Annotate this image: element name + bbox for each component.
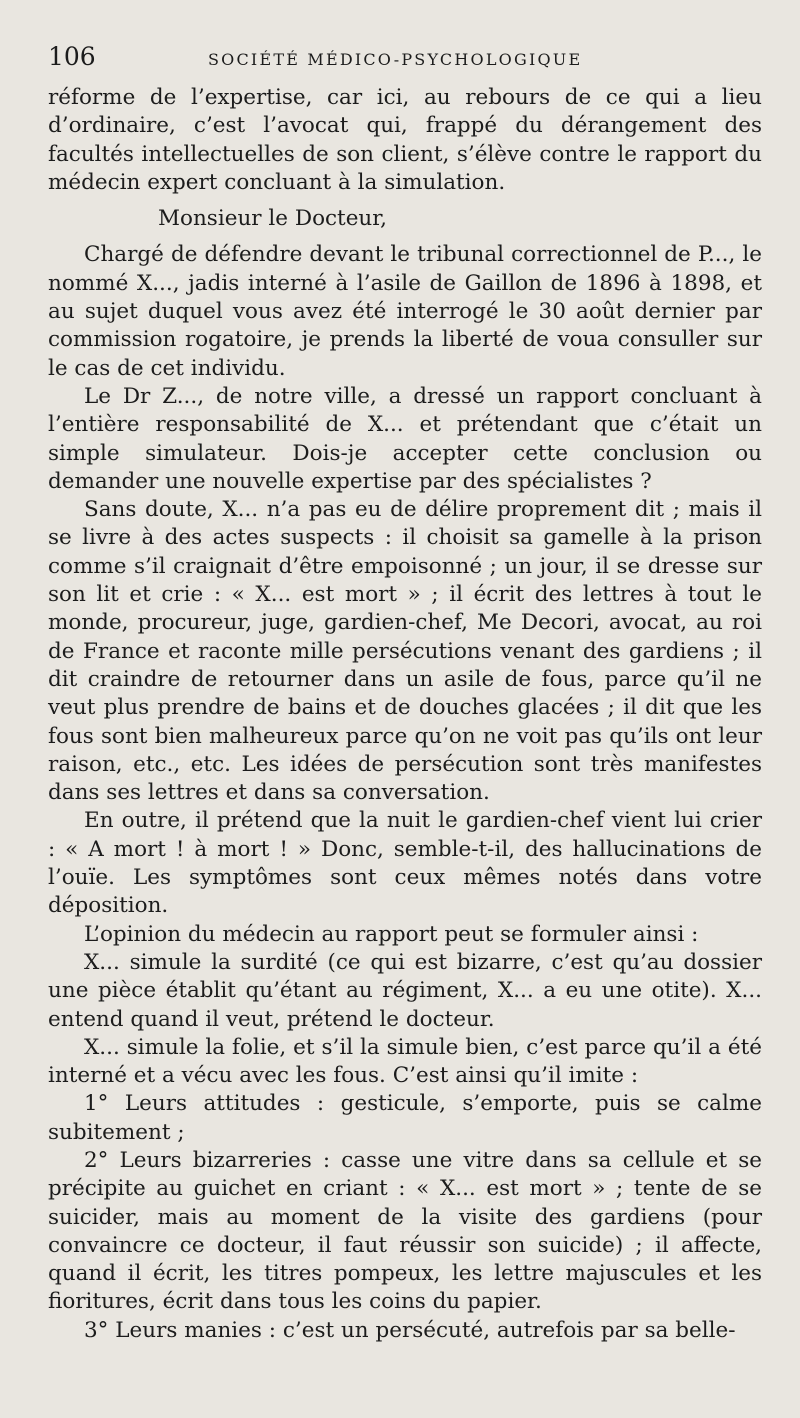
body-text xyxy=(48,84,762,1345)
page-header xyxy=(48,42,762,84)
paragraph: X... simule la folie, et s’il la simule bien, c’est parce qu’il a été interné et a vécu avec les fous. C’est ainsi qu’il imite : xyxy=(48,1034,762,1089)
paragraph: X... simule la surdité (ce qui est bizarre, c’est qu’au dossier une pièce établit qu’étant au régiment, X... a eu une otite). X... entend quand il veut, prétend le docteur. xyxy=(48,949,762,1032)
paragraph-intro: réforme de l’expertise, car ici, au rebours de ce qui a lieu d’ordinaire, c’est l’avocat qui, frappé du dérangement des facultés intellectuelles de son client, s’élève contre le rapport du médecin expert concluant à la simulation. xyxy=(48,85,762,195)
paragraph: Chargé de défendre devant le tribunal correctionnel de P..., le nommé X..., jadis interné à l’asile de Gaillon de 1896 à 1898, et au sujet duquel vous avez été interrogé le 30 août dernier par commission rogatoire, je prends la liberté de voua consuller sur le cas de cet individu. xyxy=(48,242,762,381)
list-item-manies: 3° Leurs manies : c’est un persécuté, autrefois par sa belle- xyxy=(84,1317,736,1343)
letter-salutation: Monsieur le Docteur, xyxy=(158,206,388,232)
paragraph: L’opinion du médecin au rapport peut se formuler ainsi : xyxy=(84,921,699,947)
paragraph: En outre, il prétend que la nuit le gardien-chef vient lui crier : « A mort ! à mort ! » Donc, semble-t-il, des hallucinations de l’ouïe. Les symptômes sont ceux mêmes notés dans votre déposition. xyxy=(48,808,762,919)
paragraph: Sans doute, X... n’a pas eu de délire proprement dit ; mais il se livre à des actes suspects : il choisit sa gamelle à la prison comme s’il craignait d’être empoisonné ; un jour, il se dresse sur son lit et crie : « X... est mort » ; il écrit des lettres à tout le monde, procureur, juge, gardien-chef, Me Decori, avocat, au roi de France et raconte mille persécutions venant des gardiens ; il dit craindre de retourner dans un asile de fous, parce qu’il ne veut plus prendre de bains et de douches glacées ; il dit que les fous sont bien malheureux parce qu’on ne voit pas qu’ils ont leur raison, etc., etc. Les idées de persécution sont très manifestes dans ses lettres et dans sa conversation. xyxy=(48,497,762,806)
running-title: SOCIÉTÉ MÉDICO-PSYCHOLOGIQUE xyxy=(208,50,583,69)
page-number: 106 xyxy=(48,42,96,71)
paragraph: Le Dr Z..., de notre ville, a dressé un rapport concluant à l’entière responsabilité de X... et prétendant que c’était un simple simulateur. Dois-je accepter cette conclusion ou demander une nouvelle expertise par des spécialistes ? xyxy=(48,383,762,494)
list-item-attitudes: 1° Leurs attitudes : gesticule, s’emporte, puis se calme subitement ; xyxy=(48,1091,762,1145)
list-item-bizarreries: 2° Leurs bizarreries : casse une vitre dans sa cellule et se précipite au guichet en criant : « X... est mort » ; tente de se suicider, mais au moment de la visite des gardiens (pour convaincre ce docteur, il faut réussir son suicide) ; il affecte, quand il écrit, les titres pompeux, les lettre majuscules et les fioritures, écrit dans tous les coins du papier. xyxy=(48,1147,762,1315)
